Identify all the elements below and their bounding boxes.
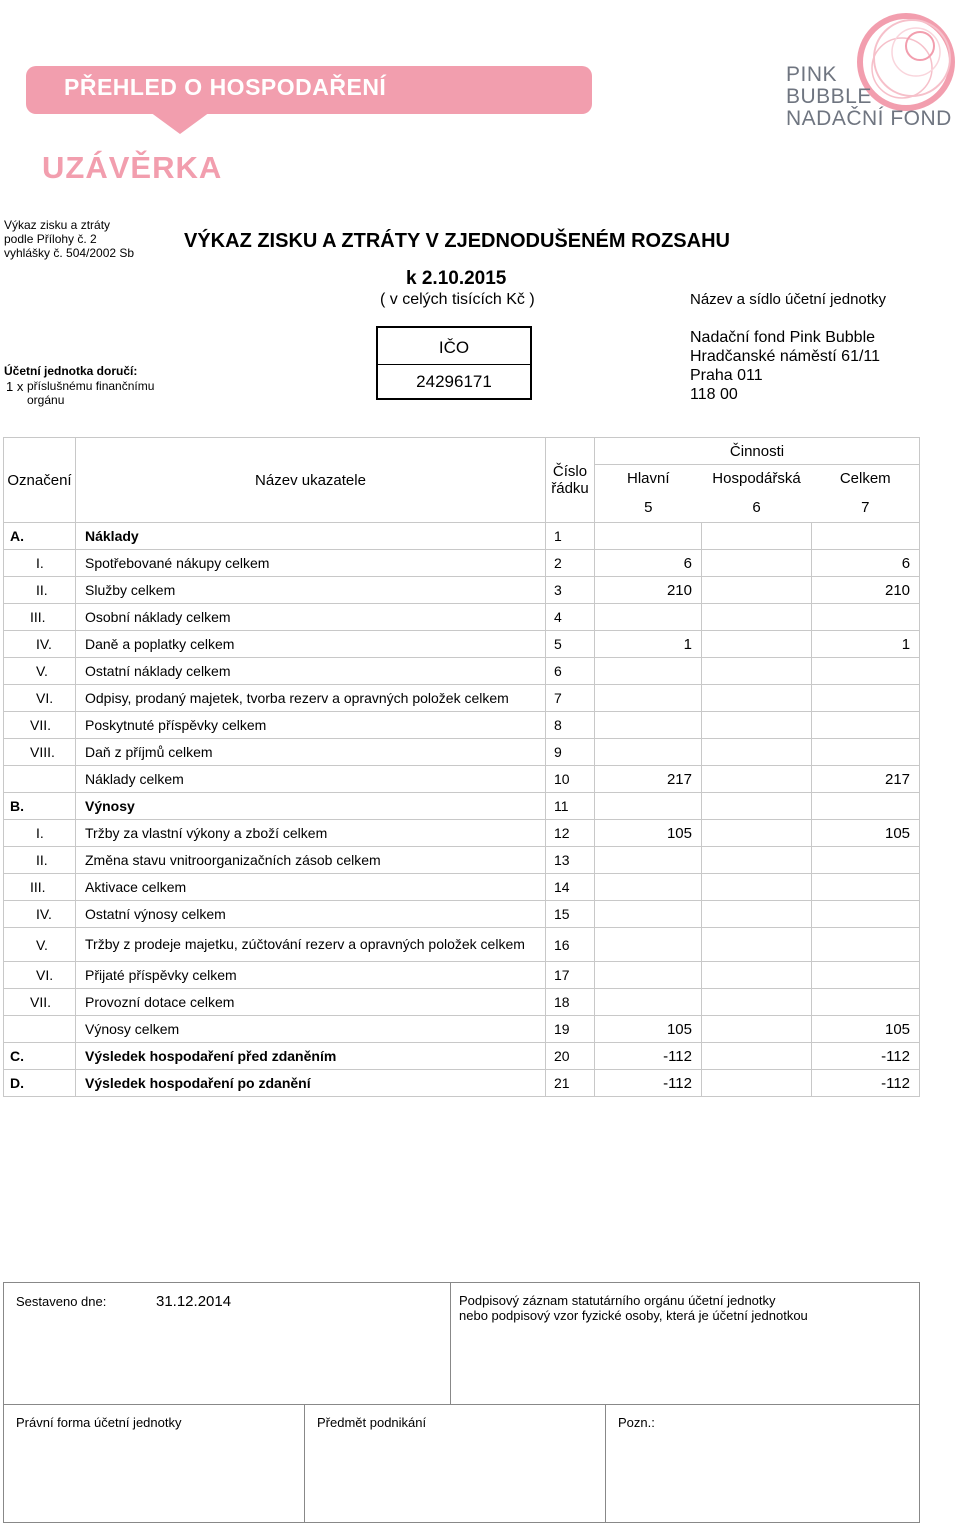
table-row [4, 577, 920, 604]
header-col-6: 6 [702, 493, 812, 523]
subtitle: UZÁVĚRKA [42, 150, 223, 185]
ico-label: IČO [438, 338, 470, 357]
row-name: Náklady [76, 523, 546, 550]
row-celkem [812, 712, 920, 739]
row-hlavni: 105 [595, 820, 702, 847]
table-row [4, 847, 920, 874]
row-number: 16 [546, 928, 595, 962]
row-code: VII. [4, 989, 76, 1016]
row-hlavni: 6 [595, 550, 702, 577]
row-hlavni [595, 989, 702, 1016]
row-hospodarska [702, 712, 812, 739]
row-hlavni [595, 901, 702, 928]
row-celkem: 217 [812, 766, 920, 793]
row-number: 21 [546, 1070, 595, 1097]
table-row [4, 874, 920, 901]
row-name: Tržby z prodeje majetku, zúčtování rezerv a opravných položek celkem [76, 928, 546, 962]
row-hlavni [595, 739, 702, 766]
row-hlavni [595, 523, 702, 550]
row-code: I. [4, 820, 76, 847]
row-celkem [812, 685, 920, 712]
row-number: 18 [546, 989, 595, 1016]
entity-city: Praha 011 [690, 367, 763, 384]
row-name: Daň z příjmů celkem [76, 739, 546, 766]
row-name: Služby celkem [76, 577, 546, 604]
row-hospodarska [702, 577, 812, 604]
header-hospodarska: Hospodářská [712, 470, 801, 488]
row-hlavni: -112 [595, 1043, 702, 1070]
row-name: Provozní dotace celkem [76, 989, 546, 1016]
row-celkem [812, 989, 920, 1016]
row-hospodarska [702, 1070, 812, 1097]
row-celkem [812, 523, 920, 550]
row-hospodarska [702, 1016, 812, 1043]
row-number: 9 [546, 739, 595, 766]
signature-cell [451, 1283, 920, 1405]
table-row [4, 928, 920, 962]
note-cell [606, 1405, 920, 1523]
row-celkem: -112 [812, 1043, 920, 1070]
header-cinnosti: Činnosti [595, 438, 920, 465]
logo-line: NADAČNÍ FOND [786, 107, 952, 130]
row-number: 14 [546, 874, 595, 901]
row-celkem: 1 [812, 631, 920, 658]
table-row [4, 658, 920, 685]
table-row [4, 685, 920, 712]
row-number: 3 [546, 577, 595, 604]
row-hlavni: 105 [595, 1016, 702, 1043]
table-row [4, 962, 920, 989]
deliver-to-line: příslušnému finančnímu [27, 379, 155, 393]
row-celkem [812, 874, 920, 901]
row-name: Poskytnuté příspěvky celkem [76, 712, 546, 739]
table-row [4, 712, 920, 739]
row-code: VI. [4, 685, 76, 712]
signature-section [3, 1282, 920, 1523]
row-number: 15 [546, 901, 595, 928]
row-celkem [812, 901, 920, 928]
row-hospodarska [702, 874, 812, 901]
row-hlavni [595, 874, 702, 901]
row-name: Výnosy celkem [76, 1016, 546, 1043]
row-name: Tržby za vlastní výkony a zboží celkem [76, 820, 546, 847]
row-number: 19 [546, 1016, 595, 1043]
table-row [4, 820, 920, 847]
row-hlavni [595, 604, 702, 631]
deliver-label: Účetní jednotka doručí: [4, 364, 138, 378]
header-oznaceni: Označení [4, 438, 76, 523]
row-name: Ostatní náklady celkem [76, 658, 546, 685]
row-hospodarska [702, 739, 812, 766]
entity-name: Nadační fond Pink Bubble [690, 329, 876, 346]
entity-heading: Název a sídlo účetní jednotky [690, 291, 886, 308]
row-hospodarska [702, 631, 812, 658]
row-code: C. [4, 1043, 76, 1070]
deliver-to-line: orgánu [27, 393, 65, 407]
row-name: Ostatní výnosy celkem [76, 901, 546, 928]
row-hospodarska [702, 793, 812, 820]
row-code: IV. [4, 901, 76, 928]
row-hospodarska [702, 658, 812, 685]
legal-form-cell [4, 1405, 305, 1523]
row-hospodarska [702, 1043, 812, 1070]
row-code: A. [4, 523, 76, 550]
signature-line: Podpisový záznam statutárního orgánu účetní jednotky [459, 1293, 776, 1308]
header-hlavni: Hlavní [595, 465, 702, 493]
banner-pointer [150, 112, 210, 134]
row-name: Výsledek hospodaření před zdaněním [76, 1043, 546, 1070]
row-celkem [812, 604, 920, 631]
row-code: VII. [4, 712, 76, 739]
row-number: 1 [546, 523, 595, 550]
row-hlavni: 217 [595, 766, 702, 793]
note-label: Pozn.: [618, 1415, 655, 1430]
ico-divider [378, 364, 530, 365]
header-col-7: 7 [812, 493, 920, 523]
compiled-cell [4, 1283, 451, 1405]
row-number: 2 [546, 550, 595, 577]
row-celkem: 6 [812, 550, 920, 577]
row-hospodarska [702, 550, 812, 577]
ico-value: 24296171 [416, 372, 492, 391]
business-label: Předmět podnikání [317, 1415, 427, 1430]
row-name: Aktivace celkem [76, 874, 546, 901]
legal-note-line: Výkaz zisku a ztráty [4, 218, 111, 232]
row-celkem [812, 962, 920, 989]
row-hlavni [595, 658, 702, 685]
table-row [4, 739, 920, 766]
row-code: II. [4, 577, 76, 604]
legal-form-label: Právní forma účetní jednotky [16, 1415, 182, 1430]
header-cislo: Číslo řádku [546, 438, 595, 523]
row-code: I. [4, 550, 76, 577]
deliver-count: 1 x [6, 379, 24, 394]
row-code: VI. [4, 962, 76, 989]
header-nazev: Název ukazatele [76, 438, 546, 523]
row-celkem [812, 928, 920, 962]
row-hlavni [595, 793, 702, 820]
row-hlavni: 210 [595, 577, 702, 604]
row-hlavni [595, 847, 702, 874]
row-celkem [812, 847, 920, 874]
table-row [4, 1070, 920, 1097]
income-statement-table [3, 437, 920, 1097]
legal-note [4, 218, 134, 260]
row-code [4, 1016, 76, 1043]
table-row [4, 766, 920, 793]
row-name: Odpisy, prodaný majetek, tvorba rezerv a opravných položek celkem [76, 685, 546, 712]
row-number: 7 [546, 685, 595, 712]
row-name: Daně a poplatky celkem [76, 631, 546, 658]
header-celkem: Celkem [812, 465, 920, 493]
row-code: III. [4, 604, 76, 631]
row-code: IV. [4, 631, 76, 658]
report-date: k 2.10.2015 [406, 268, 507, 289]
row-code: VIII. [4, 739, 76, 766]
row-code [4, 766, 76, 793]
table-row [4, 523, 920, 550]
row-hlavni: -112 [595, 1070, 702, 1097]
row-number: 5 [546, 631, 595, 658]
row-hospodarska [702, 989, 812, 1016]
row-code: V. [4, 928, 76, 962]
row-name: Náklady celkem [76, 766, 546, 793]
row-celkem [812, 739, 920, 766]
row-hospodarska [702, 962, 812, 989]
row-hlavni [595, 685, 702, 712]
row-hlavni [595, 712, 702, 739]
row-code: III. [4, 874, 76, 901]
row-name: Přijaté příspěvky celkem [76, 962, 546, 989]
entity-address [690, 328, 880, 404]
row-celkem: 210 [812, 577, 920, 604]
logo-text [786, 64, 952, 130]
ico-box [376, 326, 532, 400]
row-celkem: 105 [812, 820, 920, 847]
table-row [4, 1016, 920, 1043]
row-hlavni: 1 [595, 631, 702, 658]
row-code: V. [4, 658, 76, 685]
row-number: 4 [546, 604, 595, 631]
table-row [4, 989, 920, 1016]
row-number: 13 [546, 847, 595, 874]
compiled-date: 31.12.2014 [155, 1293, 232, 1310]
signature-line: nebo podpisový vzor fyzické osoby, která je účetní jednotkou [459, 1308, 808, 1323]
row-number: 12 [546, 820, 595, 847]
row-name: Výnosy [76, 793, 546, 820]
table-row [4, 793, 920, 820]
report-units: ( v celých tisících Kč ) [380, 291, 535, 308]
row-hospodarska [702, 604, 812, 631]
row-hospodarska [702, 820, 812, 847]
row-hlavni [595, 928, 702, 962]
legal-note-line: podle Přílohy č. 2 [4, 232, 97, 246]
header-col-5: 5 [595, 493, 702, 523]
compiled-label: Sestaveno dne: [16, 1294, 107, 1309]
row-code: II. [4, 847, 76, 874]
table-row [4, 550, 920, 577]
row-hospodarska [702, 685, 812, 712]
row-number: 20 [546, 1043, 595, 1070]
entity-zip: 118 00 [690, 386, 738, 403]
table-row [4, 1043, 920, 1070]
row-hospodarska [702, 928, 812, 962]
logo-line: BUBBLE [786, 85, 872, 108]
row-celkem [812, 793, 920, 820]
row-number: 11 [546, 793, 595, 820]
business-cell [305, 1405, 606, 1523]
logo-line: PINK [786, 63, 838, 86]
row-name: Změna stavu vnitroorganizačních zásob celkem [76, 847, 546, 874]
banner-title: PŘEHLED O HOSPODAŘENÍ [64, 74, 387, 100]
row-code: B. [4, 793, 76, 820]
row-number: 8 [546, 712, 595, 739]
row-number: 10 [546, 766, 595, 793]
row-celkem: -112 [812, 1070, 920, 1097]
report-title: VÝKAZ ZISKU A ZTRÁTY V ZJEDNODUŠENÉM ROZSAHU [184, 230, 730, 252]
entity-street: Hradčanské náměstí 61/11 [690, 348, 881, 365]
row-hospodarska [702, 766, 812, 793]
row-number: 6 [546, 658, 595, 685]
row-hospodarska [702, 901, 812, 928]
row-name: Spotřebované nákupy celkem [76, 550, 546, 577]
row-celkem [812, 658, 920, 685]
deliver-to [27, 379, 154, 407]
table-row [4, 631, 920, 658]
table-row [4, 604, 920, 631]
row-name: Výsledek hospodaření po zdanění [76, 1070, 546, 1097]
row-code: D. [4, 1070, 76, 1097]
row-number: 17 [546, 962, 595, 989]
row-hlavni [595, 962, 702, 989]
row-hospodarska [702, 523, 812, 550]
row-name: Osobní náklady celkem [76, 604, 546, 631]
legal-note-line: vyhlášky č. 504/2002 Sb [4, 246, 135, 260]
row-celkem: 105 [812, 1016, 920, 1043]
table-row [4, 901, 920, 928]
row-hospodarska [702, 847, 812, 874]
